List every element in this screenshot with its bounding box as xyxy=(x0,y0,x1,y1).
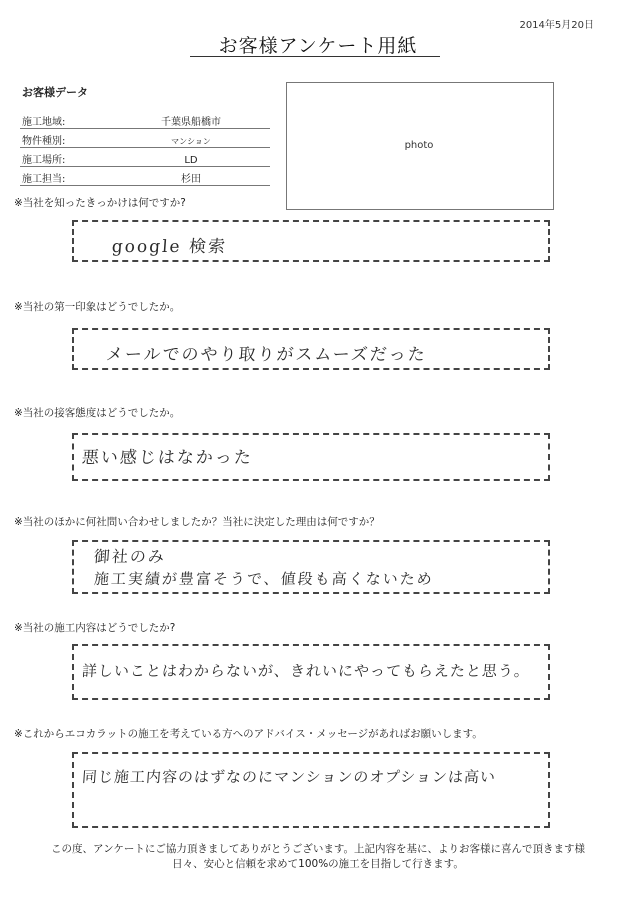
question-5: ※当社の施工内容はどうでしたか? xyxy=(14,622,176,634)
info-key: 施工担当: xyxy=(22,174,66,185)
answer-box-4 xyxy=(72,540,550,594)
customer-data-table xyxy=(20,112,270,186)
info-value: 千葉県船橋市 xyxy=(161,117,221,128)
handwritten-answer: 同じ施工内容のはずなのにマンションのオプションは高い xyxy=(81,768,497,786)
info-row-location xyxy=(20,150,270,167)
answer-box-1 xyxy=(72,220,550,262)
handwritten-answer: 施工実績が豊富そうで、値段も高くないため xyxy=(93,570,435,588)
footer-line-1: この度、アンケートにご協力頂きましてありがとうございます。上記内容を基に、よりお客様に喜んで頂きます様 xyxy=(50,843,586,855)
answer-box-6 xyxy=(72,752,550,828)
survey-date: 2014年5月20日 xyxy=(519,20,594,31)
question-4: ※当社のほかに何社問い合わせしましたか？当社に決定した理由は何ですか？ xyxy=(14,516,380,528)
footer-line-2: 日々、安心と信頼を求めて100%の施工を目指して行きます。 xyxy=(172,858,464,870)
customer-data-heading: お客様データ xyxy=(22,86,88,99)
info-row-area xyxy=(20,112,270,129)
page-title: お客様アンケート用紙 xyxy=(218,35,418,57)
answer-box-5 xyxy=(72,644,550,700)
question-6: ※これからエコカラットの施工を考えている方へのアドバイス・メッセージがあればお願いします。 xyxy=(14,728,483,740)
handwritten-answer: 詳しいことはわからないが、きれいにやってもらえたと思う。 xyxy=(81,662,531,680)
question-1: ※当社を知ったきっかけは何ですか? xyxy=(14,197,186,209)
info-value: 杉田 xyxy=(181,174,201,185)
handwritten-answer: メールでのやり取りがスムーズだった xyxy=(105,345,428,365)
handwritten-answer: 御社のみ xyxy=(93,547,167,566)
answer-box-2 xyxy=(72,328,550,370)
footer-message xyxy=(20,842,616,872)
handwritten-answer: google 検索 xyxy=(111,237,228,257)
info-key: 物件種別: xyxy=(22,136,66,147)
question-3: ※当社の接客態度はどうでしたか。 xyxy=(14,407,181,419)
title-underline xyxy=(190,56,440,57)
handwritten-answer: 悪い感じはなかった xyxy=(81,448,254,468)
info-value: マンション xyxy=(171,137,211,146)
info-key: 施工地域: xyxy=(22,117,66,128)
question-2: ※当社の第一印象はどうでしたか。 xyxy=(14,301,181,313)
info-row-staff xyxy=(20,169,270,186)
info-key: 施工場所: xyxy=(22,155,66,166)
photo-label: photo xyxy=(404,140,434,151)
info-row-property-type xyxy=(20,131,270,148)
answer-box-3 xyxy=(72,433,550,481)
info-value: LD xyxy=(184,155,198,166)
